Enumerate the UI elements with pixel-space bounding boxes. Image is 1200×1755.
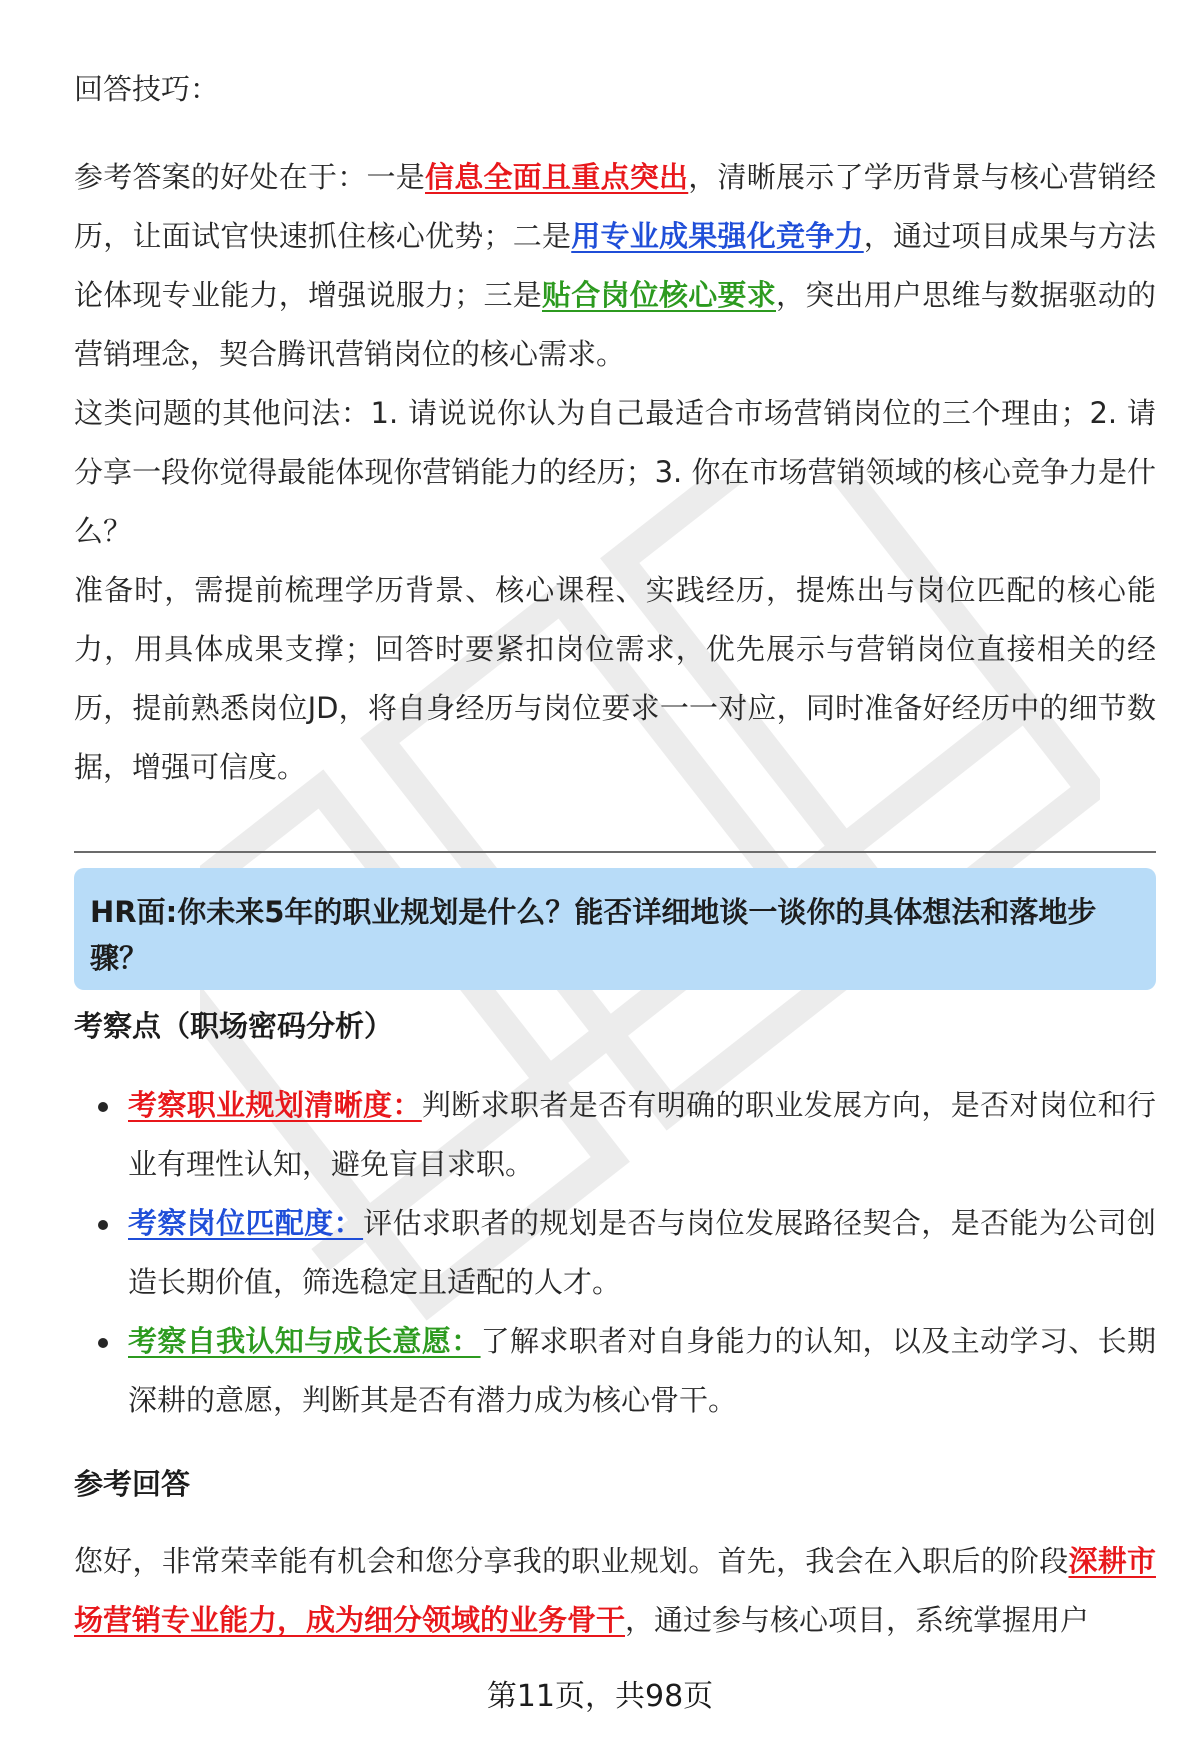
tips-title: 回答技巧： <box>74 72 220 106</box>
list-item <box>74 1194 1156 1312</box>
answer-paragraph <box>74 1532 1156 1650</box>
text-run: ，清晰展示了学历背景与核心营销经历，让面试官快速抓住核心优势；二是 <box>74 160 1156 253</box>
alternative-questions-paragraph: 这类问题的其他问法：1. 请说说你认为自己最适合市场营销岗位的三个理由；2. 请分享一段你觉得最能体现你营销能力的经历；3. 你在市场营销领域的核心竞争力是什么？ <box>74 396 1156 548</box>
text-run: 参考答案的好处在于：一是 <box>74 160 425 194</box>
highlight-comprehensive: 信息全面且重点突出 <box>425 160 689 194</box>
bullet-label: 考察岗位匹配度： <box>128 1206 364 1240</box>
bullet-label: 考察自我认知与成长意愿： <box>128 1324 481 1358</box>
question-box <box>74 868 1156 990</box>
bullet-dot-icon <box>98 1102 108 1112</box>
text-run: 您好，非常荣幸能有机会和您分享我的职业规划。首先，我会在入职后的阶段 <box>74 1544 1069 1578</box>
answer-body <box>74 1532 1156 1650</box>
highlight-competitiveness: 用专业成果强化竞争力 <box>571 219 864 253</box>
list-item <box>74 1312 1156 1430</box>
text-run: ，通过项目成果与方法论体现专业能力，增强说服力；三是 <box>74 219 1156 312</box>
tips-body <box>74 148 1156 797</box>
analysis-heading: 考察点（职场密码分析） <box>74 1009 394 1043</box>
bullet-label: 考察职业规划清晰度： <box>128 1088 422 1122</box>
page-number: 第11页，共98页 <box>486 1679 714 1714</box>
text-run: ，通过参与核心项目，系统掌握用户 <box>625 1603 1090 1637</box>
question-text: HR面:你未来5年的职业规划是什么？能否详细地谈一谈你的具体想法和落地步骤？ <box>90 895 1097 975</box>
bullet-text: 评估求职者的规划是否与岗位发展路径契合，是否能为公司创造长期价值，筛选稳定且适配的人才。 <box>128 1206 1156 1299</box>
bullet-dot-icon <box>98 1220 108 1230</box>
list-item <box>74 1076 1156 1194</box>
highlight-job-fit: 贴合岗位核心要求 <box>541 278 776 312</box>
bullet-text: 了解求职者对自身能力的认知，以及主动学习、长期深耕的意愿，判断其是否有潜力成为核心骨干。 <box>128 1324 1156 1417</box>
text-run: ，突出用户思维与数据驱动的营销理念，契合腾讯营销岗位的核心需求。 <box>74 278 1156 371</box>
highlight-career-goal: 深耕市场营销专业能力，成为细分领域的业务骨干 <box>74 1544 1156 1637</box>
document-page <box>74 0 1156 1755</box>
preparation-paragraph: 准备时，需提前梳理学历背景、核心课程、实践经历，提炼出与岗位匹配的核心能力，用具体成果支撑；回答时要紧扣岗位需求，优先展示与营销岗位直接相关的经历，提前熟悉岗位JD，将自身经历与岗位要求一一对应，同时准备好经历中的细节数据，增强可信度。 <box>74 573 1156 784</box>
benefits-paragraph <box>74 148 1156 384</box>
bullet-dot-icon <box>98 1338 108 1348</box>
answer-heading: 参考回答 <box>74 1467 191 1501</box>
bullet-text: 判断求职者是否有明确的职业发展方向，是否对岗位和行业有理性认知，避免盲目求职。 <box>128 1088 1156 1181</box>
section-divider <box>74 851 1156 853</box>
analysis-list <box>74 1076 1156 1430</box>
